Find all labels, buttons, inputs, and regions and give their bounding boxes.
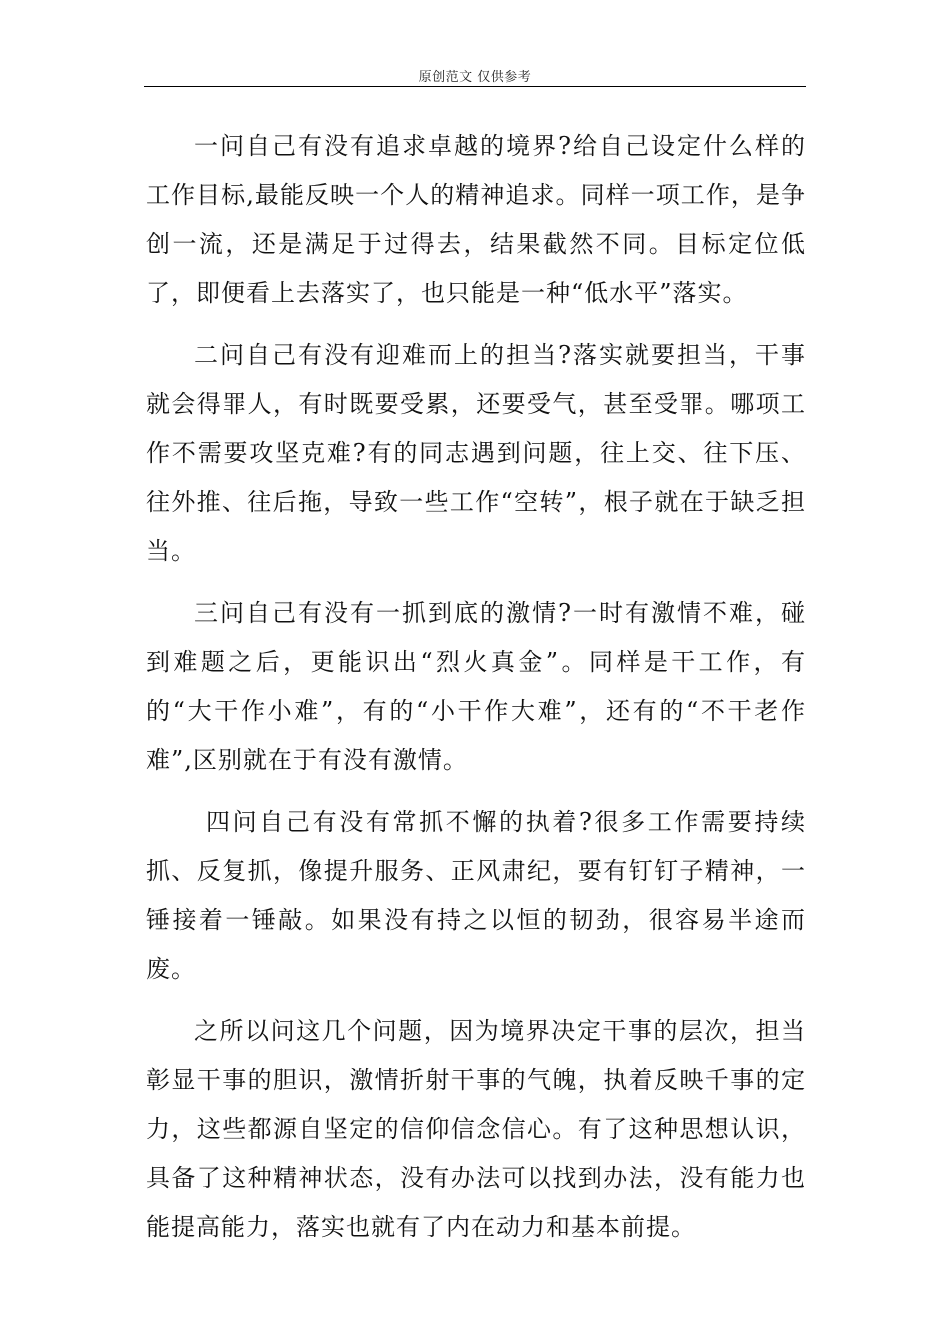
header-text: 原创范文 仅供参考	[418, 70, 532, 85]
document-body	[146, 122, 806, 1265]
paragraph-2: 二问自己有没有迎难而上的担当?落实就要担当，干事就会得罪人，有时既要受累，还要受气，甚至受罪。哪项工作不需要攻坚克难?有的同志遇到问题，往上交、往下压、往外推、往后拖，导致一些工作“空转”，根子就在于缺乏担当。	[146, 341, 806, 565]
paragraph-5: 之所以问这几个问题，因为境界决定干事的层次，担当彰显干事的胆识，激情折射干事的气魄，执着反映千事的定力，这些都源自坚定的信仰信念信心。有了这种思想认识，具备了这种精神状态，没有办法可以找到办法，没有能力也能提高能力，落实也就有了内在动力和基本前提。	[146, 1017, 806, 1241]
page-header	[144, 66, 806, 86]
paragraph-1: 一问自己有没有追求卓越的境界?给自己设定什么样的工作目标,最能反映一个人的精神追求。同样一项工作，是争创一流，还是满足于过得去，结果截然不同。目标定位低了，即便看上去落实了，也只能是一种“低水平”落实。	[146, 132, 806, 307]
header-divider	[144, 86, 806, 87]
paragraph-3: 三问自己有没有一抓到底的激情?一时有激情不难，碰到难题之后，更能识出“烈火真金”。同样是干工作，有的“大干作小难”，有的“小干作大难”，还有的“不干老作难”,区别就在于有没有激情。	[146, 599, 806, 774]
paragraph-4: 四问自己有没有常抓不懈的执着?很多工作需要持续抓、反复抓，像提升服务、正风肃纪，要有钉钉子精神，一锤接着一锤敲。如果没有持之以恒的韧劲，很容易半途而废。	[146, 808, 806, 983]
